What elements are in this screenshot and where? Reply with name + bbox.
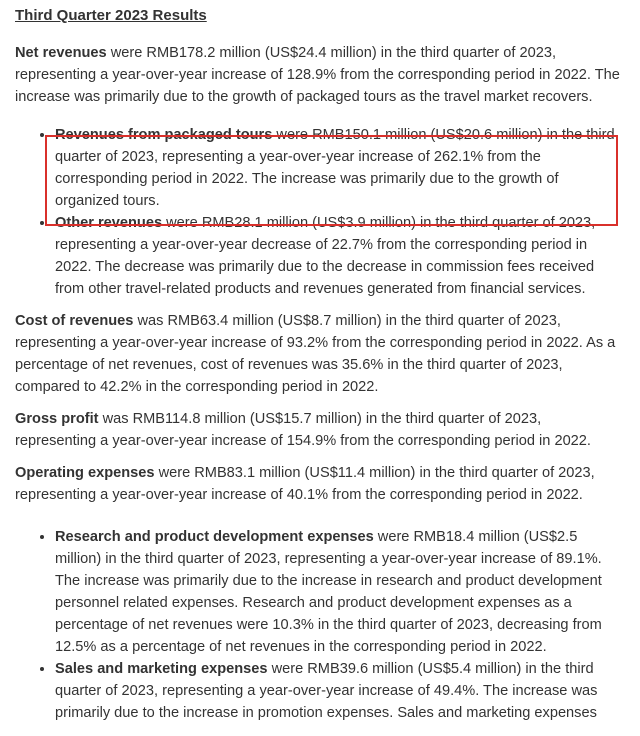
cost-of-revenues-label: Cost of revenues [15, 313, 134, 329]
section-title: Third Quarter 2023 Results [15, 7, 207, 24]
net-revenues-paragraph [15, 42, 626, 108]
cost-of-revenues-paragraph [15, 310, 626, 398]
list-item-sales-marketing-expenses [55, 658, 626, 724]
gross-profit-label: Gross profit [15, 411, 99, 427]
list-item-research-expenses [55, 526, 626, 658]
operating-expenses-text: were RMB83.1 million (US$11.4 million) in the third quarter of 2023, representing a year-over-year increase of 40.1% from the corresponding period in 2022. [15, 465, 595, 503]
other-revenues-label: Other revenues [55, 215, 163, 231]
cost-of-revenues-text: was RMB63.4 million (US$8.7 million) in the third quarter of 2023, representing a year-over-year increase of 93.2% from the corresponding period in 2022. As a percentage of net revenues, cost of revenues was 35.6% in the third quarter of 2023, compared to 42.2% in the corresponding period in 2022. [15, 313, 616, 395]
other-revenues-text: were RMB28.1 million (US$3.9 million) in the third quarter of 2023, representing a year-over-year decrease of 22.7% from the corresponding period in 2022. The decrease was primarily due to the decrease in commission fees received from other travel-related products and revenues generated from financial services. [55, 215, 596, 297]
sales-marketing-expenses-text: were RMB39.6 million (US$5.4 million) in the third quarter of 2023, representing a year-over-year increase of 49.4%. The increase was primarily due to the increase in promotion expenses. Sales and marketing expenses [55, 661, 598, 721]
operating-expenses-paragraph [15, 462, 626, 506]
list-item-other-revenues [55, 212, 626, 300]
net-revenues-text: were RMB178.2 million (US$24.4 million) in the third quarter of 2023, representing a year-over-year increase of 128.9% from the corresponding period in 2022. The increase was primarily due to the growth of packaged tours as the travel market recovers. [15, 45, 620, 105]
net-revenues-label: Net revenues [15, 45, 107, 61]
revenue-breakdown-list [15, 124, 626, 300]
list-item-packaged-tours [55, 124, 626, 212]
gross-profit-text: was RMB114.8 million (US$15.7 million) in the third quarter of 2023, representing a year-over-year increase of 154.9% from the corresponding period in 2022. [15, 411, 591, 449]
sales-marketing-expenses-label: Sales and marketing expenses [55, 661, 268, 677]
expense-breakdown-list [15, 526, 626, 724]
research-expenses-label: Research and product development expenses [55, 529, 374, 545]
gross-profit-paragraph [15, 408, 626, 452]
research-expenses-text: were RMB18.4 million (US$2.5 million) in the third quarter of 2023, representing a year-over-year increase of 89.1%. The increase was primarily due to the increase in research and product development personnel related expenses. Research and product development expenses as a percentage of net revenues were 10.3% in the third quarter of 2023, decreasing from 12.5% as a percentage of net revenues in the corresponding period in 2022. [55, 529, 602, 655]
packaged-tours-label: Revenues from packaged tours [55, 127, 273, 143]
packaged-tours-text: were RMB150.1 million (US$20.6 million) in the third quarter of 2023, representing a year-over-year increase of 262.1% from the corresponding period in 2022. The increase was primarily due to the growth of organized tours. [55, 127, 615, 209]
operating-expenses-label: Operating expenses [15, 465, 155, 481]
